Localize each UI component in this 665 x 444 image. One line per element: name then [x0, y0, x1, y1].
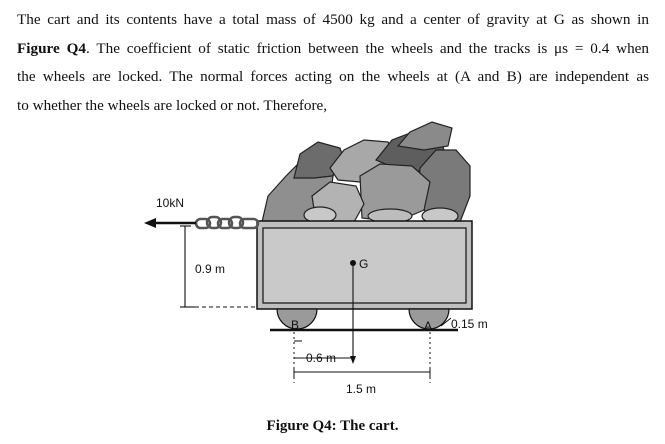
- dimension-large-label: 1.5 m: [346, 382, 377, 396]
- rock-pile: [262, 122, 470, 224]
- figure-caption: Figure Q4: The cart.: [266, 418, 399, 434]
- force-arrow-head: [144, 218, 156, 228]
- center-of-gravity-marker: [350, 260, 356, 266]
- point-a-label: A: [424, 319, 433, 333]
- force-label: 10kN: [156, 196, 185, 210]
- g-label: G: [359, 257, 369, 271]
- problem-line-1: The cart and its contents have a total mass of 4500 kg and a center of gravity at G as shown in: [17, 11, 649, 28]
- wheel-radius-label: 0.15 m: [451, 317, 488, 331]
- problem-line-4: to whether the wheels are locked or not. Therefore,: [17, 96, 328, 114]
- problem-line-2-text: . The coefficient of static friction between the wheels and the tracks is μs = 0.4 when: [85, 39, 650, 57]
- tow-chain: [196, 217, 258, 228]
- figure-reference: Figure Q4: [17, 39, 86, 57]
- problem-line-3: the wheels are locked. The normal forces acting on the wheels at (A and B) are independent as: [17, 68, 649, 85]
- point-b-label: B: [291, 318, 300, 332]
- height-label: 0.9 m: [195, 262, 226, 276]
- dimension-small-label: 0.6 m: [306, 351, 337, 365]
